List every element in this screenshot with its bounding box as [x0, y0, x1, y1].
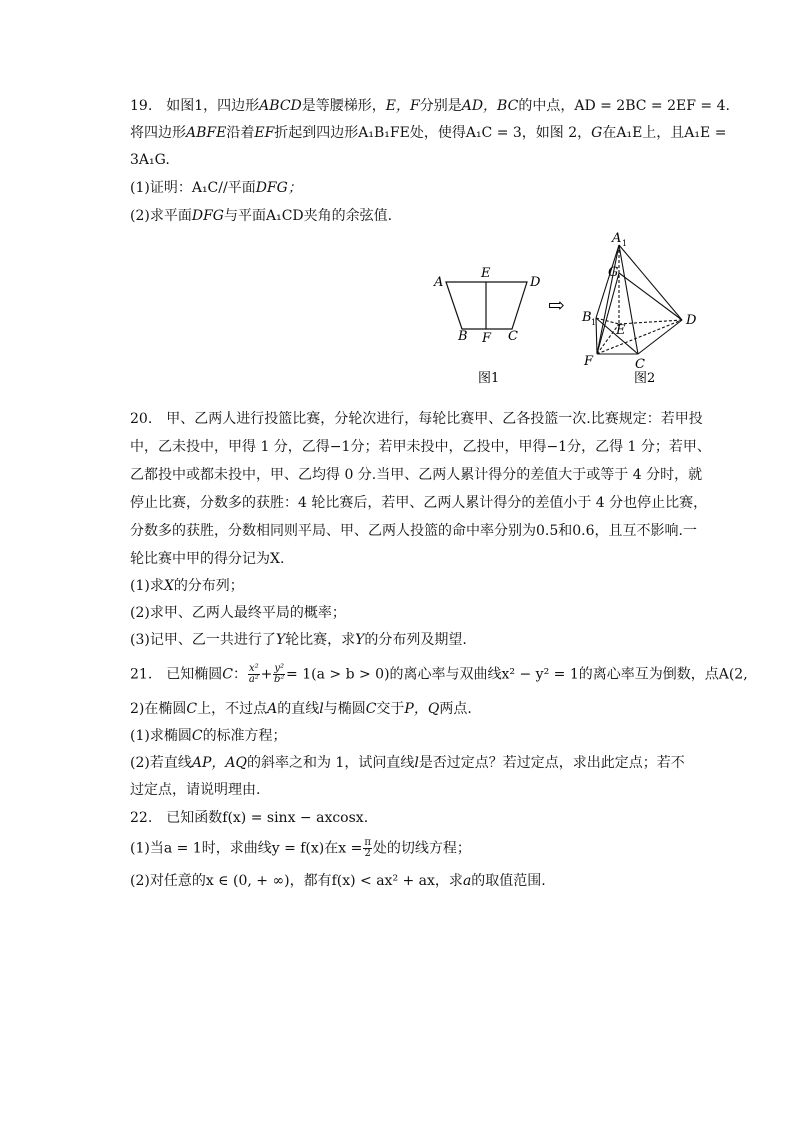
- figure-2-labels: [581, 231, 697, 386]
- label-b: B: [458, 329, 468, 344]
- label-f: F: [482, 331, 492, 346]
- q22-text: a: [462, 873, 472, 889]
- q19-text: (2)求平面: [130, 208, 192, 224]
- q20-text: 的分布列及期望.: [364, 632, 467, 648]
- geometry-figures: [420, 228, 710, 388]
- label-g: G: [608, 265, 619, 280]
- q19-text: 3A₁G.: [130, 152, 170, 168]
- q21-line-2: [130, 699, 472, 719]
- q21-text: 上，不过点: [197, 701, 268, 717]
- q20-text: 轮比赛中甲的得分记为X.: [130, 551, 285, 567]
- q21-text: P，Q: [404, 701, 440, 717]
- fraction-denominator: a²: [248, 674, 259, 685]
- q19-text: DFG；: [255, 180, 302, 196]
- q21-text: l: [319, 701, 324, 717]
- q22-part-2: [130, 871, 546, 891]
- q20-text: X: [163, 578, 174, 594]
- q20-text: 的分布列；: [173, 578, 244, 594]
- q19-text: E，F: [385, 98, 420, 114]
- edge-b1-f: [596, 318, 597, 354]
- figure-1: [433, 266, 541, 386]
- q19-text: ABCD: [259, 98, 302, 114]
- q21-text: 是否过定点？若过定点，求出此定点；若不: [418, 755, 685, 771]
- transform-arrow-icon: ⇨: [548, 293, 565, 317]
- q21-text: (a > b > 0)的离心率与双曲线x² − y² = 1的离心率互为倒数，点A(2,: [311, 666, 748, 683]
- q20-text: Y: [355, 632, 365, 648]
- q19-text: 与平面A₁CD夹角的余弦值.: [223, 208, 393, 224]
- q19-text: 的中点，AD = 2BC = 2EF = 4.: [518, 98, 730, 114]
- q21-text: 的斜率之和为 1，试问直线: [246, 755, 415, 771]
- edge-a1-d: [619, 245, 682, 320]
- q19-text: 将四边形: [130, 125, 186, 141]
- q21-text: +: [260, 666, 273, 683]
- q20-part-2: [130, 603, 346, 623]
- q21-text: C: [191, 728, 203, 744]
- label-c2: C: [635, 357, 645, 372]
- label-d: D: [530, 275, 541, 290]
- q20-text: (1)求: [130, 578, 164, 594]
- q22-text: 处的切线方程；: [372, 840, 471, 857]
- q21-part-2-cont: [130, 780, 260, 800]
- q21-text: 交于: [376, 701, 405, 717]
- fraction-numerator: x²: [248, 663, 259, 674]
- q22-text: 的取值范围.: [471, 873, 546, 889]
- label-e: E: [481, 266, 491, 281]
- q19-text: G: [591, 125, 603, 141]
- q20-part-3: [130, 630, 467, 650]
- fraction-pi-over-2: [363, 838, 372, 859]
- label-f2: F: [584, 354, 594, 369]
- q20-line-3: [130, 465, 702, 485]
- figure-2-caption: 图2: [634, 371, 656, 386]
- q21-text: = 1: [286, 666, 312, 683]
- fraction-denominator: 2: [364, 848, 371, 859]
- q19-text: AD，BC: [461, 98, 519, 114]
- q20-text: 轮比赛，求: [285, 632, 356, 648]
- figure-2: [596, 245, 682, 354]
- q21-text: 的直线: [277, 701, 320, 717]
- label-a1-sub: 1: [622, 239, 628, 248]
- q19-text: 分别是: [419, 98, 462, 114]
- q20-line-2: [130, 437, 711, 457]
- fraction-denominator: b²: [274, 674, 285, 685]
- label-c: C: [508, 329, 518, 344]
- q19-text: 19. 如图1，四边形: [130, 98, 260, 114]
- label-a1: A: [612, 231, 622, 246]
- q20-line-5: [130, 521, 697, 541]
- q21-text: 过定点，请说明理由.: [130, 782, 261, 798]
- q22-text: (1)当a = 1时，求曲线y = f(x)在x =: [130, 840, 363, 857]
- q20-text: (3)记甲、乙一共进行了: [130, 632, 276, 648]
- figure-1-caption: 图1: [478, 371, 500, 386]
- q22-text: 22. 已知函数f(x) = sinx − axcosx.: [130, 810, 369, 826]
- q21-part-1: [130, 726, 287, 746]
- q21-text: C: [365, 701, 377, 717]
- q20-line-4: [130, 493, 707, 513]
- q20-part-1: [130, 576, 244, 596]
- q19-line-1: [130, 96, 730, 116]
- edge-c-d: [638, 320, 682, 354]
- q21-text: 21. 已知椭圆: [130, 666, 223, 683]
- q20-text: (2)求甲、乙两人最终平局的概率；: [130, 605, 346, 621]
- q21-part-2: [130, 753, 685, 773]
- q19-part-2: [130, 206, 392, 226]
- q20-text: 分数多的获胜，分数相同则平局、甲、乙两人投篮的命中率分别为0.5和0.6，且互不影响.一: [130, 523, 697, 539]
- q19-text: (1)证明：A₁C//平面: [130, 180, 256, 196]
- q21-text: (1)求椭圆: [130, 728, 192, 744]
- q19-part-1: [130, 178, 302, 198]
- q20-line-6: [130, 549, 284, 569]
- q19-text: 是等腰梯形，: [301, 98, 386, 114]
- q22-text: (2)对任意的x ∈ (0, + ∞)，都有f(x) < ax² + ax，求: [130, 873, 463, 889]
- q21-text: 2)在椭圆: [130, 701, 187, 717]
- fraction-numerator: y²: [274, 663, 285, 674]
- label-b1-sub: 1: [591, 318, 597, 327]
- q19-text: DFG: [191, 208, 224, 224]
- q19-text: 在A₁E上，且A₁E =: [602, 125, 727, 141]
- q21-line-1: [130, 664, 748, 685]
- q21-text: A: [267, 701, 278, 717]
- fraction-numerator: π: [364, 837, 371, 848]
- fraction-y2-b2: [273, 664, 285, 685]
- q19-line-2: [130, 123, 726, 143]
- label-b1: B: [582, 310, 592, 325]
- q20-text: 20. 甲、乙两人进行投篮比赛，分轮次进行，每轮比赛甲、乙各投篮一次.比赛规定：若甲投: [130, 411, 703, 427]
- fraction-x2-a2: [248, 664, 260, 685]
- q19-text: 折起到四边形A₁B₁FE处，使得A₁C = 3，如图 2，: [274, 125, 592, 141]
- q19-text: ABFE: [186, 125, 227, 141]
- q19-text: 沿着: [226, 125, 255, 141]
- q21-text: C: [222, 666, 233, 683]
- q20-text: 停止比赛，分数多的获胜：4 轮比赛后，若甲、乙两人累计得分的差值小于 4 分也停止比赛，: [130, 495, 708, 511]
- q21-text: ：: [232, 666, 247, 683]
- q21-text: C: [186, 701, 198, 717]
- q19-line-3: [130, 150, 170, 170]
- q21-text: 与椭圆: [323, 701, 366, 717]
- label-e2: E: [616, 323, 626, 338]
- q21-text: (2)若直线: [130, 755, 192, 771]
- q20-text: Y: [275, 632, 286, 648]
- q20-line-1: [130, 409, 703, 429]
- q20-text: 乙都投中或都未投中，甲、乙均得 0 分.当甲、乙两人累计得分的差值大于或等于 4 分时，就: [130, 467, 703, 483]
- edge-a1-b1: [596, 245, 619, 318]
- q21-text: AP，AQ: [191, 755, 247, 771]
- label-d2: D: [686, 313, 697, 328]
- q22-line-1: [130, 808, 368, 828]
- q21-text: 的标准方程；: [202, 728, 287, 744]
- label-a: A: [434, 275, 444, 290]
- q19-text: EF: [254, 125, 275, 141]
- q21-text: l: [414, 755, 419, 771]
- q21-text: 两点.: [439, 701, 472, 717]
- q22-part-1: [130, 838, 471, 859]
- edge-g-f: [597, 273, 619, 354]
- q20-text: 中，乙未投中，甲得 1 分，乙得−1分；若甲未投中，乙投中，甲得−1分，乙得 1 分；若甲、: [130, 439, 711, 455]
